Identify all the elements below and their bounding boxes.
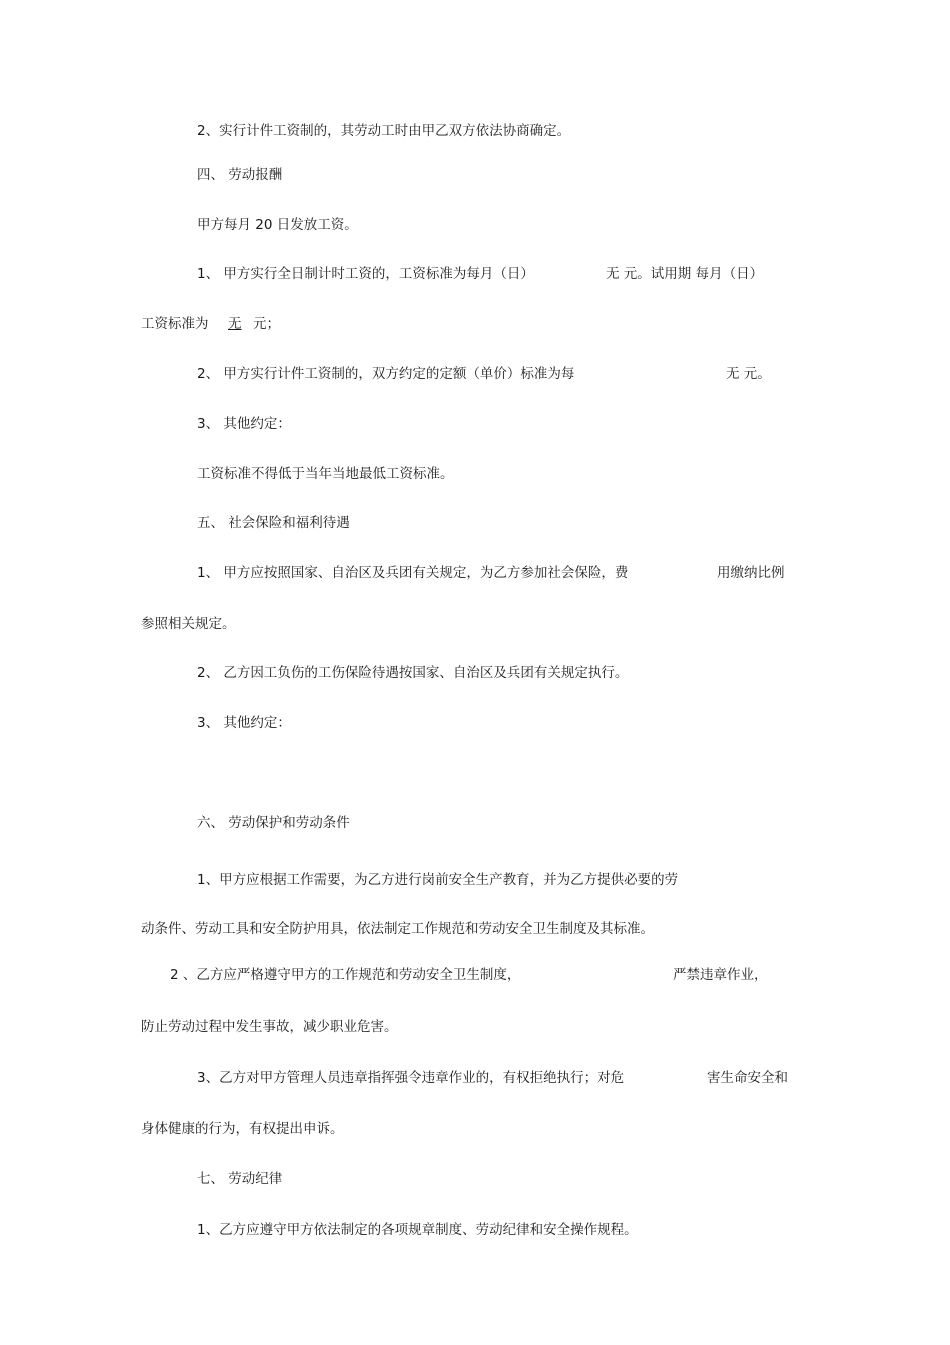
paragraph-line: 3、 其他约定： [197, 715, 291, 731]
section-heading-5: 五、 社会保险和福利待遇 [197, 515, 350, 531]
paragraph-line: 工资标准不得低于当年当地最低工资标准。 [197, 466, 454, 482]
paragraph-line: 害生命安全和 [707, 1070, 788, 1086]
section-heading-6: 六、 劳动保护和劳动条件 [197, 815, 350, 831]
paragraph-line: 2、实行计件工资制的，其劳动工时由甲乙双方依法协商确定。 [197, 123, 571, 139]
filled-blank: 无 [228, 316, 242, 332]
paragraph-line: 甲方每月 20 日发放工资。 [197, 217, 358, 233]
paragraph-line: 用缴纳比例 [717, 565, 785, 581]
paragraph-line: 严禁违章作业， [673, 967, 768, 983]
section-heading-7: 七、 劳动纪律 [197, 1171, 283, 1187]
paragraph-line: 3、 其他约定： [197, 416, 291, 432]
paragraph-line: 动条件、劳动工具和安全防护用具，依法制定工作规范和劳动安全卫生制度及其标准。 [141, 921, 654, 937]
paragraph-line: 参照相关规定。 [141, 616, 236, 632]
paragraph-line: 2、 乙方因工负伤的工伤保险待遇按国家、自治区及兵团有关规定执行。 [197, 665, 629, 681]
paragraph-line: 1、 甲方实行全日制计时工资的，工资标准为每月（日） [197, 266, 534, 282]
paragraph-line: 工资标准为 [141, 316, 209, 332]
paragraph-line: 无 元。试用期 每月（日） [606, 266, 764, 282]
section-heading-4: 四、 劳动报酬 [197, 167, 283, 183]
paragraph-line: 1、 甲方应按照国家、自治区及兵团有关规定，为乙方参加社会保险，费 [197, 565, 629, 581]
paragraph-line: 2、 甲方实行计件工资制的，双方约定的定额（单价）标准为每 [197, 366, 575, 382]
paragraph-line: 无 元。 [726, 366, 771, 382]
paragraph-line: 身体健康的行为，有权提出申诉。 [141, 1121, 344, 1137]
paragraph-line: 1、乙方应遵守甲方依法制定的各项规章制度、劳动纪律和安全操作规程。 [197, 1222, 638, 1238]
paragraph-line: 2 、乙方应严格遵守甲方的工作规范和劳动安全卫生制度， [170, 967, 521, 983]
paragraph-line: 1、甲方应根据工作需要，为乙方进行岗前安全生产教育，并为乙方提供必要的劳 [197, 872, 679, 888]
paragraph-line: 3、乙方对甲方管理人员违章指挥强令违章作业的，有权拒绝执行；对危 [197, 1070, 625, 1086]
paragraph-line: 元； [253, 316, 280, 332]
paragraph-line: 防止劳动过程中发生事故，减少职业危害。 [141, 1019, 398, 1035]
